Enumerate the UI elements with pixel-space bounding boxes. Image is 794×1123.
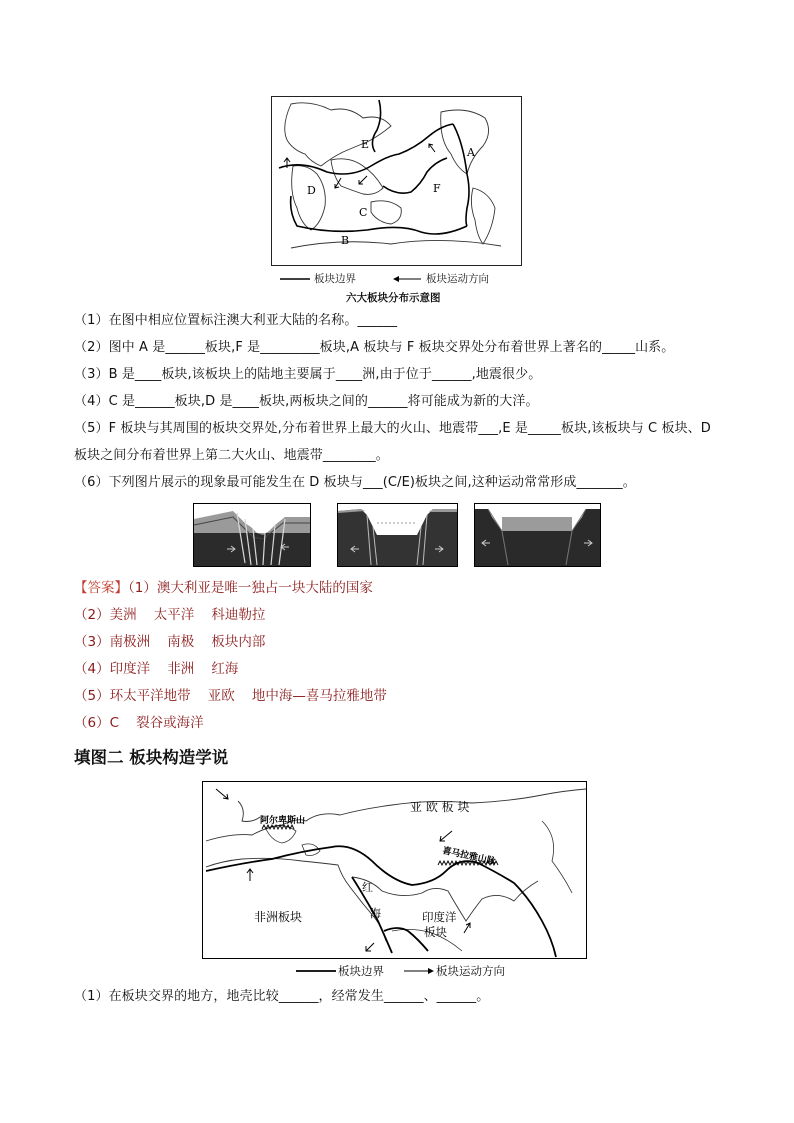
boundary-line-icon xyxy=(280,277,310,281)
legend2-direction-label: 板块运动方向 xyxy=(436,964,505,978)
answer-1-text: （1）澳大利亚是唯一独占一块大陆的国家 xyxy=(128,580,373,596)
answer-1 xyxy=(74,579,373,597)
plate-label-e: E xyxy=(361,138,370,151)
answer-2: （2）美洲 太平洋 科迪勒拉 xyxy=(74,607,266,623)
answer-4: （4）印度洋 非洲 红海 xyxy=(74,661,239,677)
answer-5: （5）环太平洋地带 亚欧 地中海—喜马拉雅地带 xyxy=(74,688,387,704)
label-eurasia-plate: 亚 欧 板 块 xyxy=(410,800,470,814)
rift-diagram-1 xyxy=(193,503,311,567)
question-2: （2）图中 A 是______板块,F 是_________板块,A 板块与 F 板块交界处分布着世界上著名的_____山系。 xyxy=(74,340,675,355)
legend2-boundary-label: 板块边界 xyxy=(338,964,384,978)
direction-arrow-icon-2 xyxy=(404,967,434,975)
rift-diagram-1-drawing xyxy=(193,503,311,567)
answer-6: （6）C 裂谷或海洋 xyxy=(74,715,204,731)
plate-label-c: C xyxy=(359,206,368,219)
plate-label-d: D xyxy=(307,184,316,197)
plate-label-a: A xyxy=(467,146,475,159)
map1-caption: 六大板块分布示意图 xyxy=(346,292,441,304)
section2-question-1: （1）在板块交界的地方，地壳比较______，经常发生______、______。 xyxy=(74,989,490,1004)
six-plates-map xyxy=(271,96,522,266)
label-indian-plate-1: 印度洋 xyxy=(422,910,457,924)
label-africa-plate: 非洲板块 xyxy=(254,910,303,924)
question-4: （4）C 是______板块,D 是____板块,两板块之间的______将可能成为新的大洋。 xyxy=(74,394,539,409)
question-5-line2: 板块之间分布着世界上第二大火山、地震带________。 xyxy=(74,448,389,463)
rift-diagram-3 xyxy=(474,503,601,567)
question-5-line1: （5）F 板块与其周围的板块交界处,分布着世界上最大的火山、地震带___,E 是_____板块,该板块与 C 板块、D xyxy=(74,421,711,436)
answer-3: （3）南极洲 南极 板块内部 xyxy=(74,634,266,650)
legend-boundary-label: 板块边界 xyxy=(314,273,356,285)
label-himalaya: 喜马拉雅山脉 xyxy=(441,846,497,868)
label-red-sea-1: 红 xyxy=(362,881,373,894)
section-heading: 填图二 板块构造学说 xyxy=(74,748,229,767)
plate-label-f: F xyxy=(433,182,441,195)
plate-label-b: B xyxy=(341,234,350,247)
answer-tag: 【答案】 xyxy=(74,580,128,596)
label-red-sea-2: 海 xyxy=(370,907,381,920)
plate-tectonics-map-drawing xyxy=(202,781,587,959)
label-alps: 阿尔卑斯山 xyxy=(260,816,306,826)
rift-diagram-2 xyxy=(337,503,458,567)
direction-arrow-icon xyxy=(393,275,421,283)
boundary-line-icon-2 xyxy=(296,969,336,973)
question-1: （1）在图中相应位置标注澳大利亚大陆的名称。______ xyxy=(74,313,398,328)
legend-direction-label: 板块运动方向 xyxy=(426,273,489,285)
label-indian-plate-2: 板块 xyxy=(424,925,447,939)
question-3: （3）B 是____板块,该板块上的陆地主要属于____洲,由于位于______,地震很少。 xyxy=(74,367,542,382)
rift-diagram-3-drawing xyxy=(474,503,601,567)
plate-tectonics-map xyxy=(202,781,587,959)
rift-diagram-2-drawing xyxy=(337,503,458,567)
question-6: （6）下列图片展示的现象最可能发生在 D 板块与___(C/E)板块之间,这种运动常常形成_______。 xyxy=(74,475,636,490)
map1-legend xyxy=(280,271,520,287)
six-plates-map-drawing xyxy=(271,96,522,266)
map2-legend xyxy=(296,963,526,979)
